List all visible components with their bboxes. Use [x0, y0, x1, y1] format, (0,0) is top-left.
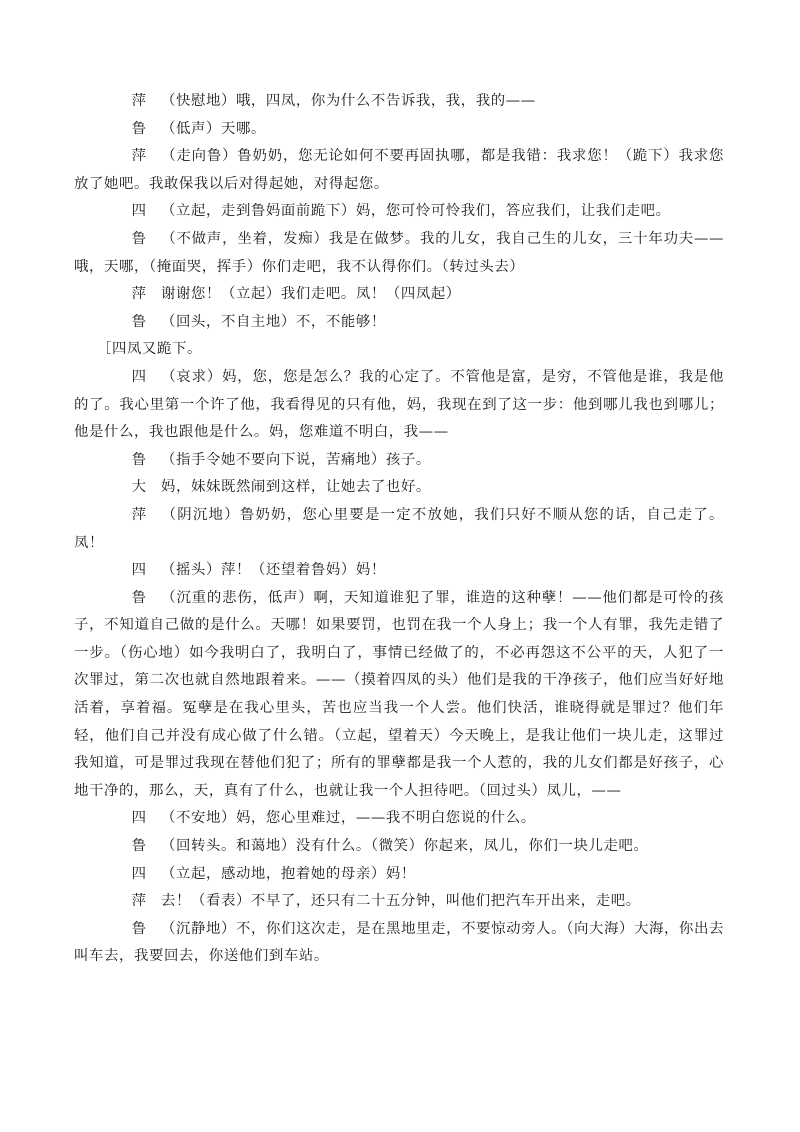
- speaker-name: 鲁: [131, 838, 147, 855]
- speaker-name: 鲁: [131, 230, 147, 247]
- speaker-name: 四: [131, 865, 147, 882]
- stage-direction: [74, 336, 724, 364]
- speaker-name: 四: [131, 368, 147, 385]
- dialogue-line: [74, 447, 724, 475]
- speaker-name: 四: [131, 562, 147, 579]
- speaker-name: 大: [131, 479, 147, 496]
- dialogue-text: （不做声，坐着，发痴）我是在做梦。我的儿女，我自己生的儿女，三十年功夫——哦，天哪，（掩面哭，挥手）你们走吧，我不认得你们。（转过头去）: [74, 230, 724, 275]
- dialogue-line: [74, 281, 724, 309]
- dialogue-line: [74, 88, 724, 116]
- dialogue-line: [74, 805, 724, 833]
- dialogue-text: （快慰地）哦，四凤，你为什么不告诉我，我，我的——: [160, 93, 536, 109]
- speaker-name: 鲁: [131, 920, 147, 937]
- dialogue-line: [74, 916, 724, 971]
- dialogue-line: [74, 143, 724, 198]
- script-body: [74, 88, 724, 971]
- dialogue-text: （不安地）妈，您心里难过，——我不明白您说的什么。: [160, 810, 536, 827]
- dialogue-text: （摇头）萍！（还望着鲁妈）妈！: [160, 562, 386, 579]
- stage-direction-text: ［四凤又跪下。: [97, 341, 202, 358]
- speaker-name: 四: [131, 810, 147, 827]
- dialogue-text: （回转头。和蔼地）没有什么。（微笑）你起来，凤儿，你们一块儿走吧。: [160, 838, 649, 855]
- dialogue-line: [74, 226, 724, 281]
- dialogue-line: [74, 557, 724, 585]
- dialogue-text: （立起，感动地，抱着她的母亲）妈！: [160, 865, 416, 882]
- dialogue-text: 妈，妹妹既然闹到这样，让她去了也好。: [160, 479, 431, 496]
- dialogue-line: [74, 502, 724, 557]
- dialogue-text: （阴沉地）鲁奶奶，您心里要是一定不放她，我们只好不顺从您的话，自己走了。凤！: [74, 506, 724, 551]
- speaker-name: 萍: [131, 506, 147, 523]
- speaker-name: 萍: [131, 286, 147, 303]
- speaker-name: 萍: [131, 93, 147, 109]
- dialogue-line: [74, 116, 724, 144]
- dialogue-line: [74, 585, 724, 806]
- dialogue-text: （哀求）妈，您，您是怎么？我的心定了。不管他是富，是穷，不管他是谁，我是他的了。我心里第一个许了他，我看得见的只有他，妈，我现在到了这一步：他到哪儿我也到哪儿；他是什么，我也跟他是什么。妈，您难道不明白，我——: [74, 368, 724, 441]
- dialogue-line: [74, 364, 724, 447]
- speaker-name: 萍: [131, 893, 147, 910]
- dialogue-line: [74, 888, 724, 916]
- dialogue-line: [74, 474, 724, 502]
- speaker-name: 鲁: [131, 120, 147, 137]
- dialogue-text: 去！（看表）不早了，还只有二十五分钟，叫他们把汽车开出来，走吧。: [160, 893, 641, 910]
- dialogue-text: （沉重的悲伤，低声）啊，天知道谁犯了罪，谁造的这种孽！——他们都是可怜的孩子，不知道自己做的是什么。天哪！如果要罚，也罚在我一个人身上；我一个人有罪，我先走错了一步。（伤心地）如今我明白了，我明白了，事情已经做了的，不必再怨这不公平的天，人犯了一次罪过，第二次也就自然地跟着来。——（摸着四凤的头）他们是我的干净孩子，他们应当好好地活着，享着福。冤孽是在我心里头，苦也应当我一个人尝。他们快活，谁晓得就是罪过？他们年轻，他们自己并没有成心做了什么错。（立起，望着天）今天晚上，是我让他们一块儿走，这罪过我知道，可是罪过我现在替他们犯了；所有的罪孽都是我一个人惹的，我的儿女们都是好孩子，心地干净的，那么，天，真有了什么，也就让我一个人担待吧。（回过头）凤儿，——: [74, 589, 724, 799]
- dialogue-line: [74, 861, 724, 889]
- dialogue-text: 谢谢您！（立起）我们走吧。凤！（四凤起）: [160, 286, 461, 303]
- dialogue-line: [74, 198, 724, 226]
- dialogue-text: （回头，不自主地）不，不能够！: [160, 313, 386, 330]
- speaker-name: 鲁: [131, 451, 147, 468]
- speaker-name: 萍: [131, 148, 147, 165]
- dialogue-text: （低声）天哪。: [160, 120, 266, 137]
- dialogue-text: （沉静地）不，你们这次走，是在黑地里走，不要惊动旁人。（向大海）大海，你出去叫车去，我要回去，你送他们到车站。: [74, 920, 724, 965]
- dialogue-line: [74, 309, 724, 337]
- dialogue-line: [74, 833, 724, 861]
- dialogue-text: （指手令她不要向下说，苦痛地）孩子。: [160, 451, 431, 468]
- dialogue-text: （立起，走到鲁妈面前跪下）妈，您可怜可怜我们，答应我们，让我们走吧。: [160, 203, 671, 220]
- speaker-name: 鲁: [131, 313, 147, 330]
- dialogue-text: （走向鲁）鲁奶奶，您无论如何不要再固执哪，都是我错：我求您！（跪下）我求您放了她吧。我敢保我以后对得起她，对得起您。: [74, 148, 724, 192]
- speaker-name: 鲁: [131, 589, 147, 606]
- speaker-name: 四: [131, 203, 147, 220]
